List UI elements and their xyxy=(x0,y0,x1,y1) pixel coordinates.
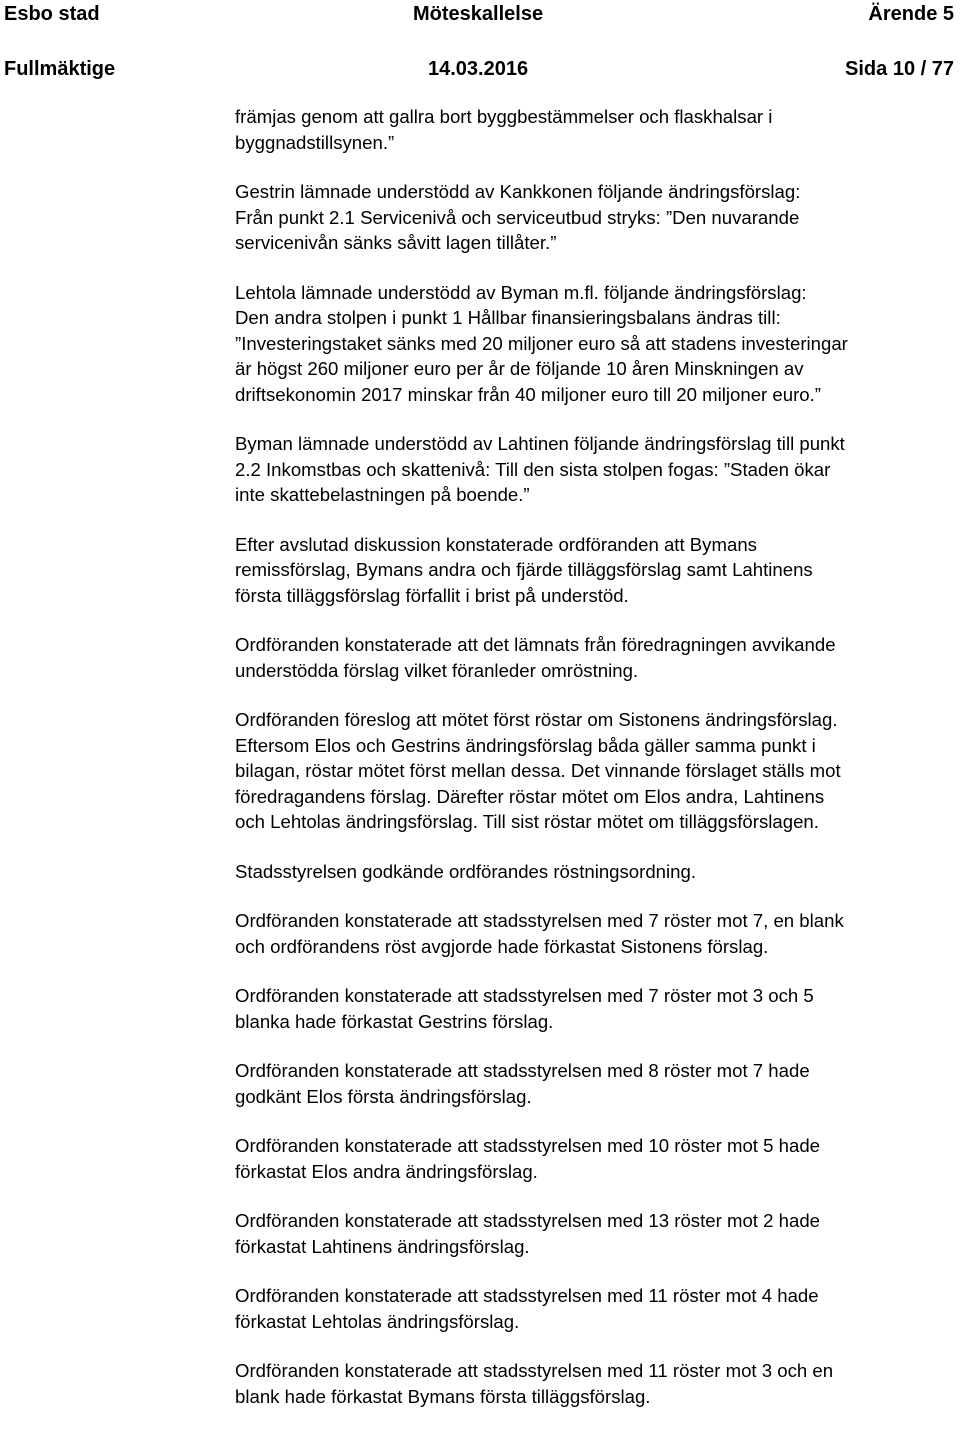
document-body xyxy=(235,104,957,1433)
paragraph: Ordföranden konstaterade att stadsstyrelsen med 7 röster mot 3 och 5 blanka hade förkastat Gestrins förslag. xyxy=(235,985,814,1032)
paragraph: Efter avslutad diskussion konstaterade ordföranden att Bymans remissförslag, Bymans andra och fjärde tilläggsförslag samt Lahtinens första tilläggsförslag förfallit i brist på understöd. xyxy=(235,533,813,606)
paragraph: Ordföranden konstaterade att stadsstyrelsen med 7 röster mot 7, en blank och ordförandens röst avgjorde hade förkastat Sistonens förslag. xyxy=(235,910,844,957)
paragraph: Ordföranden konstaterade att stadsstyrelsen med 11 röster mot 3 och en blank hade förkastat Bymans första tilläggsförslag. xyxy=(235,1360,834,1407)
paragraph: Gestrin lämnade understödd av Kankkonen följande ändringsförslag: Från punkt 2.1 Servicenivå och serviceutbud stryks: ”Den nuvarande servicenivån sänks såvitt lagen tillåter.” xyxy=(235,181,801,253)
paragraph: främjas genom att gallra bort byggbestämmelser och flaskhalsar i byggnadstillsynen.” xyxy=(235,106,773,153)
paragraph: Ordföranden konstaterade att det lämnats från föredragningen avvikande understödda förslag vilket föranleder omröstning. xyxy=(235,634,836,681)
meeting-date: 14.03.2016 xyxy=(428,58,529,80)
agenda-item-number: Ärende 5 xyxy=(868,3,954,25)
document-header-bottom xyxy=(0,57,960,81)
document-type: Möteskallelse xyxy=(413,3,544,25)
paragraph: Ordföranden konstaterade att stadsstyrelsen med 11 röster mot 4 hade förkastat Lehtolas ändringsförslag. xyxy=(235,1285,819,1332)
paragraph: Ordföranden konstaterade att stadsstyrelsen med 10 röster mot 5 hade förkastat Elos andra ändringsförslag. xyxy=(235,1135,820,1182)
body-name: Fullmäktige xyxy=(4,58,116,80)
paragraph: Stadsstyrelsen godkände ordförandes röstningsordning. xyxy=(235,860,697,882)
paragraph: Byman lämnade understödd av Lahtinen följande ändringsförslag till punkt 2.2 Inkomstbas och skattenivå: Till den sista stolpen fogas: ”Staden ökar inte skattebelastningen på boende.” xyxy=(235,433,845,505)
paragraph: Lehtola lämnade understödd av Byman m.fl. följande ändringsförslag: Den andra stolpen i punkt 1 Hållbar finansieringsbalans ändras till: ”Investeringstaket sänks med 20 miljoner euro så att stadens investeringar är högst 260 miljoner euro per år de följande 10 åren Minskningen av driftsekonomin 2017 minskar från 40 miljoner euro till 20 miljoner euro.” xyxy=(235,281,848,405)
paragraph: Ordföranden konstaterade att stadsstyrelsen med 8 röster mot 7 hade godkänt Elos första ändringsförslag. xyxy=(235,1060,810,1107)
document-header-top xyxy=(0,2,960,26)
paragraph: Ordföranden konstaterade att stadsstyrelsen med 13 röster mot 2 hade förkastat Lahtinens ändringsförslag. xyxy=(235,1210,820,1257)
paragraph: Ordföranden föreslog att mötet först röstar om Sistonens ändringsförslag. Eftersom Elos och Gestrins ändringsförslag båda gäller samma punkt i bilagan, röstar mötet först mellan dessa. Det vinnande förslaget ställs mot föredragandens förslag. Därefter röstar mötet om Elos andra, Lahtinens och Lehtolas ändringsförslag. Till sist röstar mötet om tilläggsförslagen. xyxy=(235,709,841,832)
page-number: Sida 10 / 77 xyxy=(845,58,954,80)
organization-name: Esbo stad xyxy=(4,3,100,25)
